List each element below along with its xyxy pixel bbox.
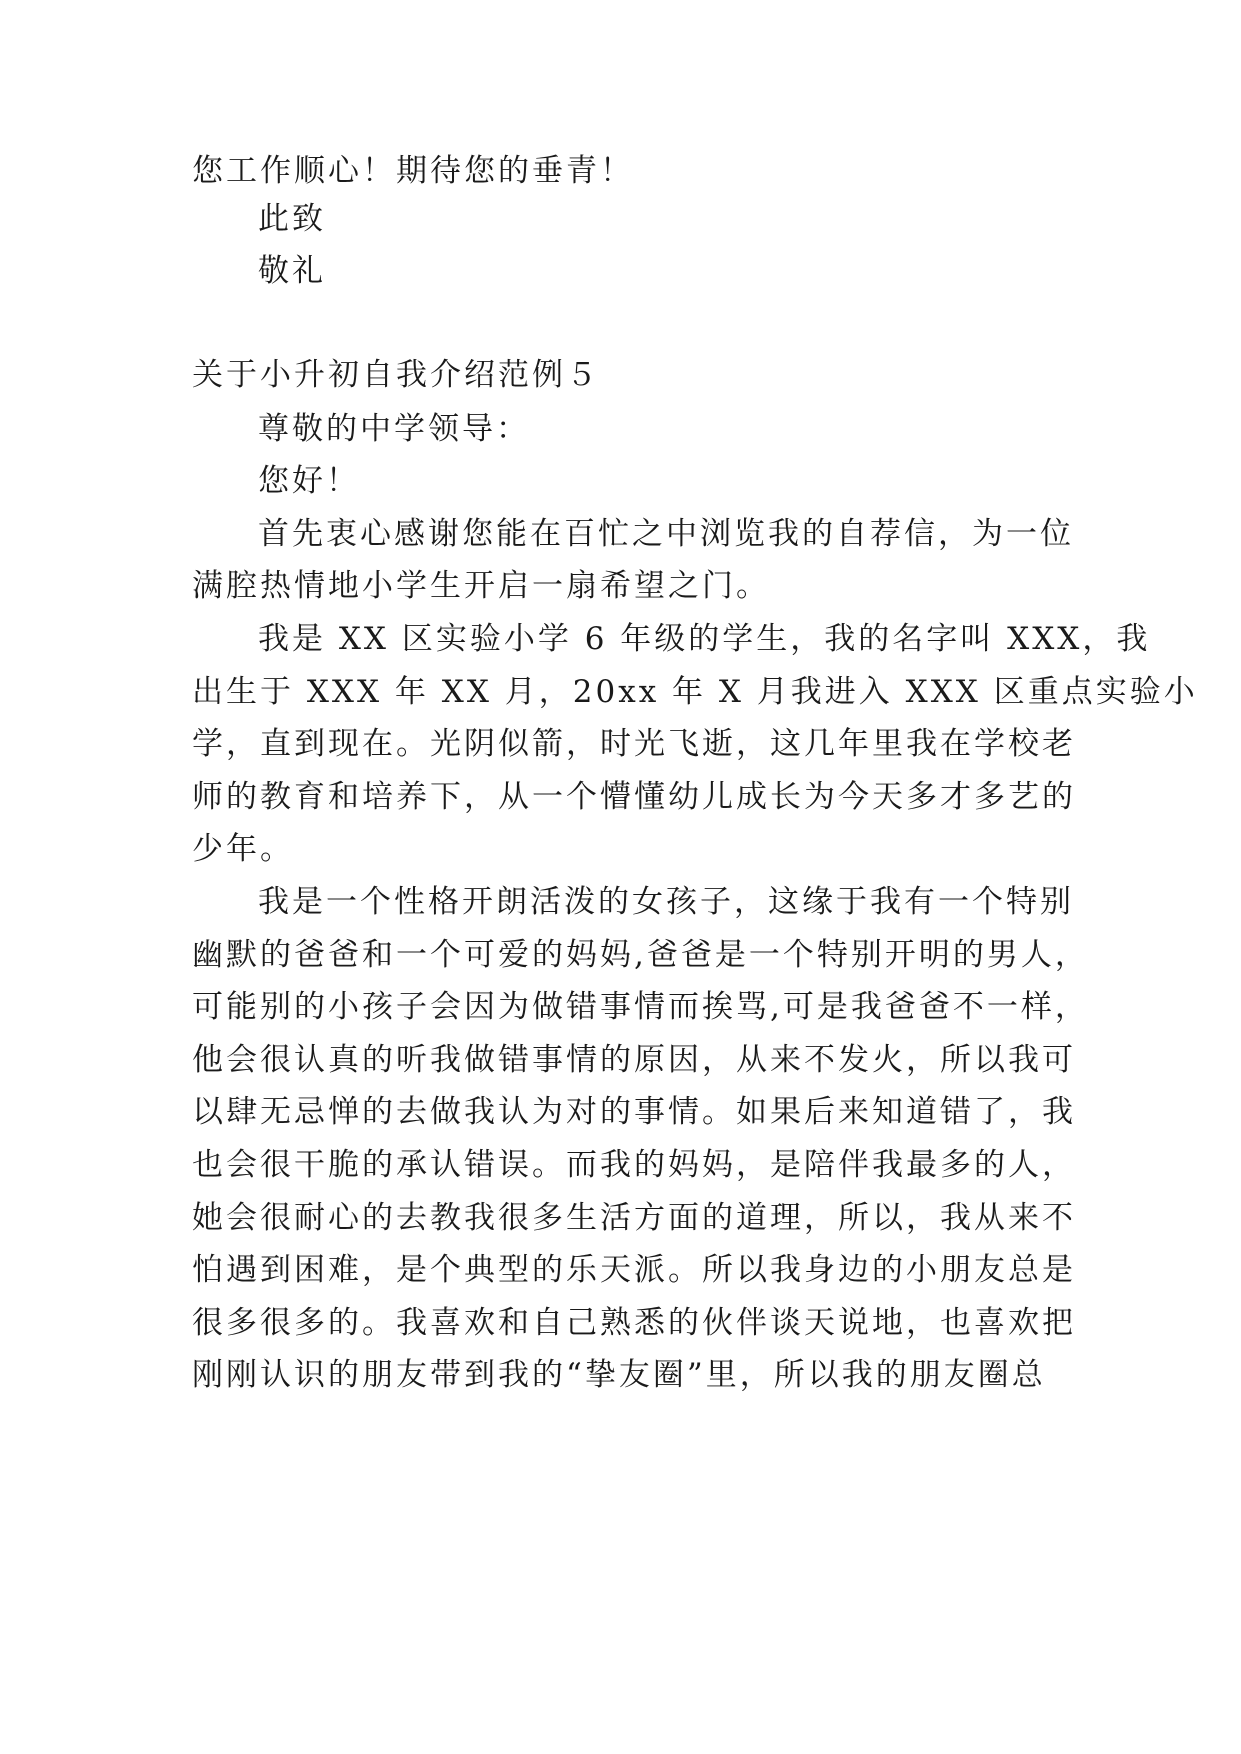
paragraph-line: 她会很耐心的去教我很多生活方面的道理，所以，我从来不 xyxy=(192,1200,1076,1236)
paragraph-line: 很多很多的。我喜欢和自己熟悉的伙伴谈天说地，也喜欢把 xyxy=(192,1305,1076,1341)
paragraph-line: 我是 XX 区实验小学 6 年级的学生，我的名字叫 XXX，我 xyxy=(258,621,1151,657)
paragraph-line: 出生于 XXX 年 XX 月，20xx 年 X 月我进入 XXX 区重点实验小 xyxy=(192,674,1198,710)
paragraph-line: 怕遇到困难，是个典型的乐天派。所以我身边的小朋友总是 xyxy=(192,1252,1076,1288)
greeting-hello: 您好！ xyxy=(258,463,360,499)
paragraph-line: 幽默的爸爸和一个可爱的妈妈,爸爸是一个特别开明的男人， xyxy=(192,937,1089,973)
paragraph-line: 他会很认真的听我做错事情的原因，从来不发火，所以我可 xyxy=(192,1042,1076,1078)
paragraph-line: 首先衷心感谢您能在百忙之中浏览我的自荐信，为一位 xyxy=(258,516,1074,552)
paragraph-line: 以肆无忌惮的去做我认为对的事情。如果后来知道错了，我 xyxy=(192,1094,1076,1130)
paragraph-line: 也会很干脆的承认错误。而我的妈妈，是陪伴我最多的人， xyxy=(192,1147,1076,1183)
greeting-line: 尊敬的中学领导： xyxy=(258,411,530,447)
paragraph-line: 少年。 xyxy=(192,831,294,867)
salutation-jingli: 敬礼 xyxy=(258,253,326,289)
section-heading: 关于小升初自我介绍范例５ xyxy=(192,357,600,393)
salutation-cizhi: 此致 xyxy=(258,201,326,237)
closing-line: 您工作顺心！期待您的垂青！ xyxy=(192,153,634,189)
paragraph-line: 满腔热情地小学生开启一扇希望之门。 xyxy=(192,568,770,604)
paragraph-line: 我是一个性格开朗活泼的女孩子，这缘于我有一个特别 xyxy=(258,884,1074,920)
paragraph-line: 可能别的小孩子会因为做错事情而挨骂,可是我爸爸不一样， xyxy=(192,989,1089,1025)
paragraph-line: 学，直到现在。光阴似箭，时光飞逝，这几年里我在学校老 xyxy=(192,726,1076,762)
paragraph-line: 刚刚认识的朋友带到我的“挚友圈”里，所以我的朋友圈总 xyxy=(192,1357,1046,1393)
paragraph-line: 师的教育和培养下，从一个懵懂幼儿成长为今天多才多艺的 xyxy=(192,779,1076,815)
